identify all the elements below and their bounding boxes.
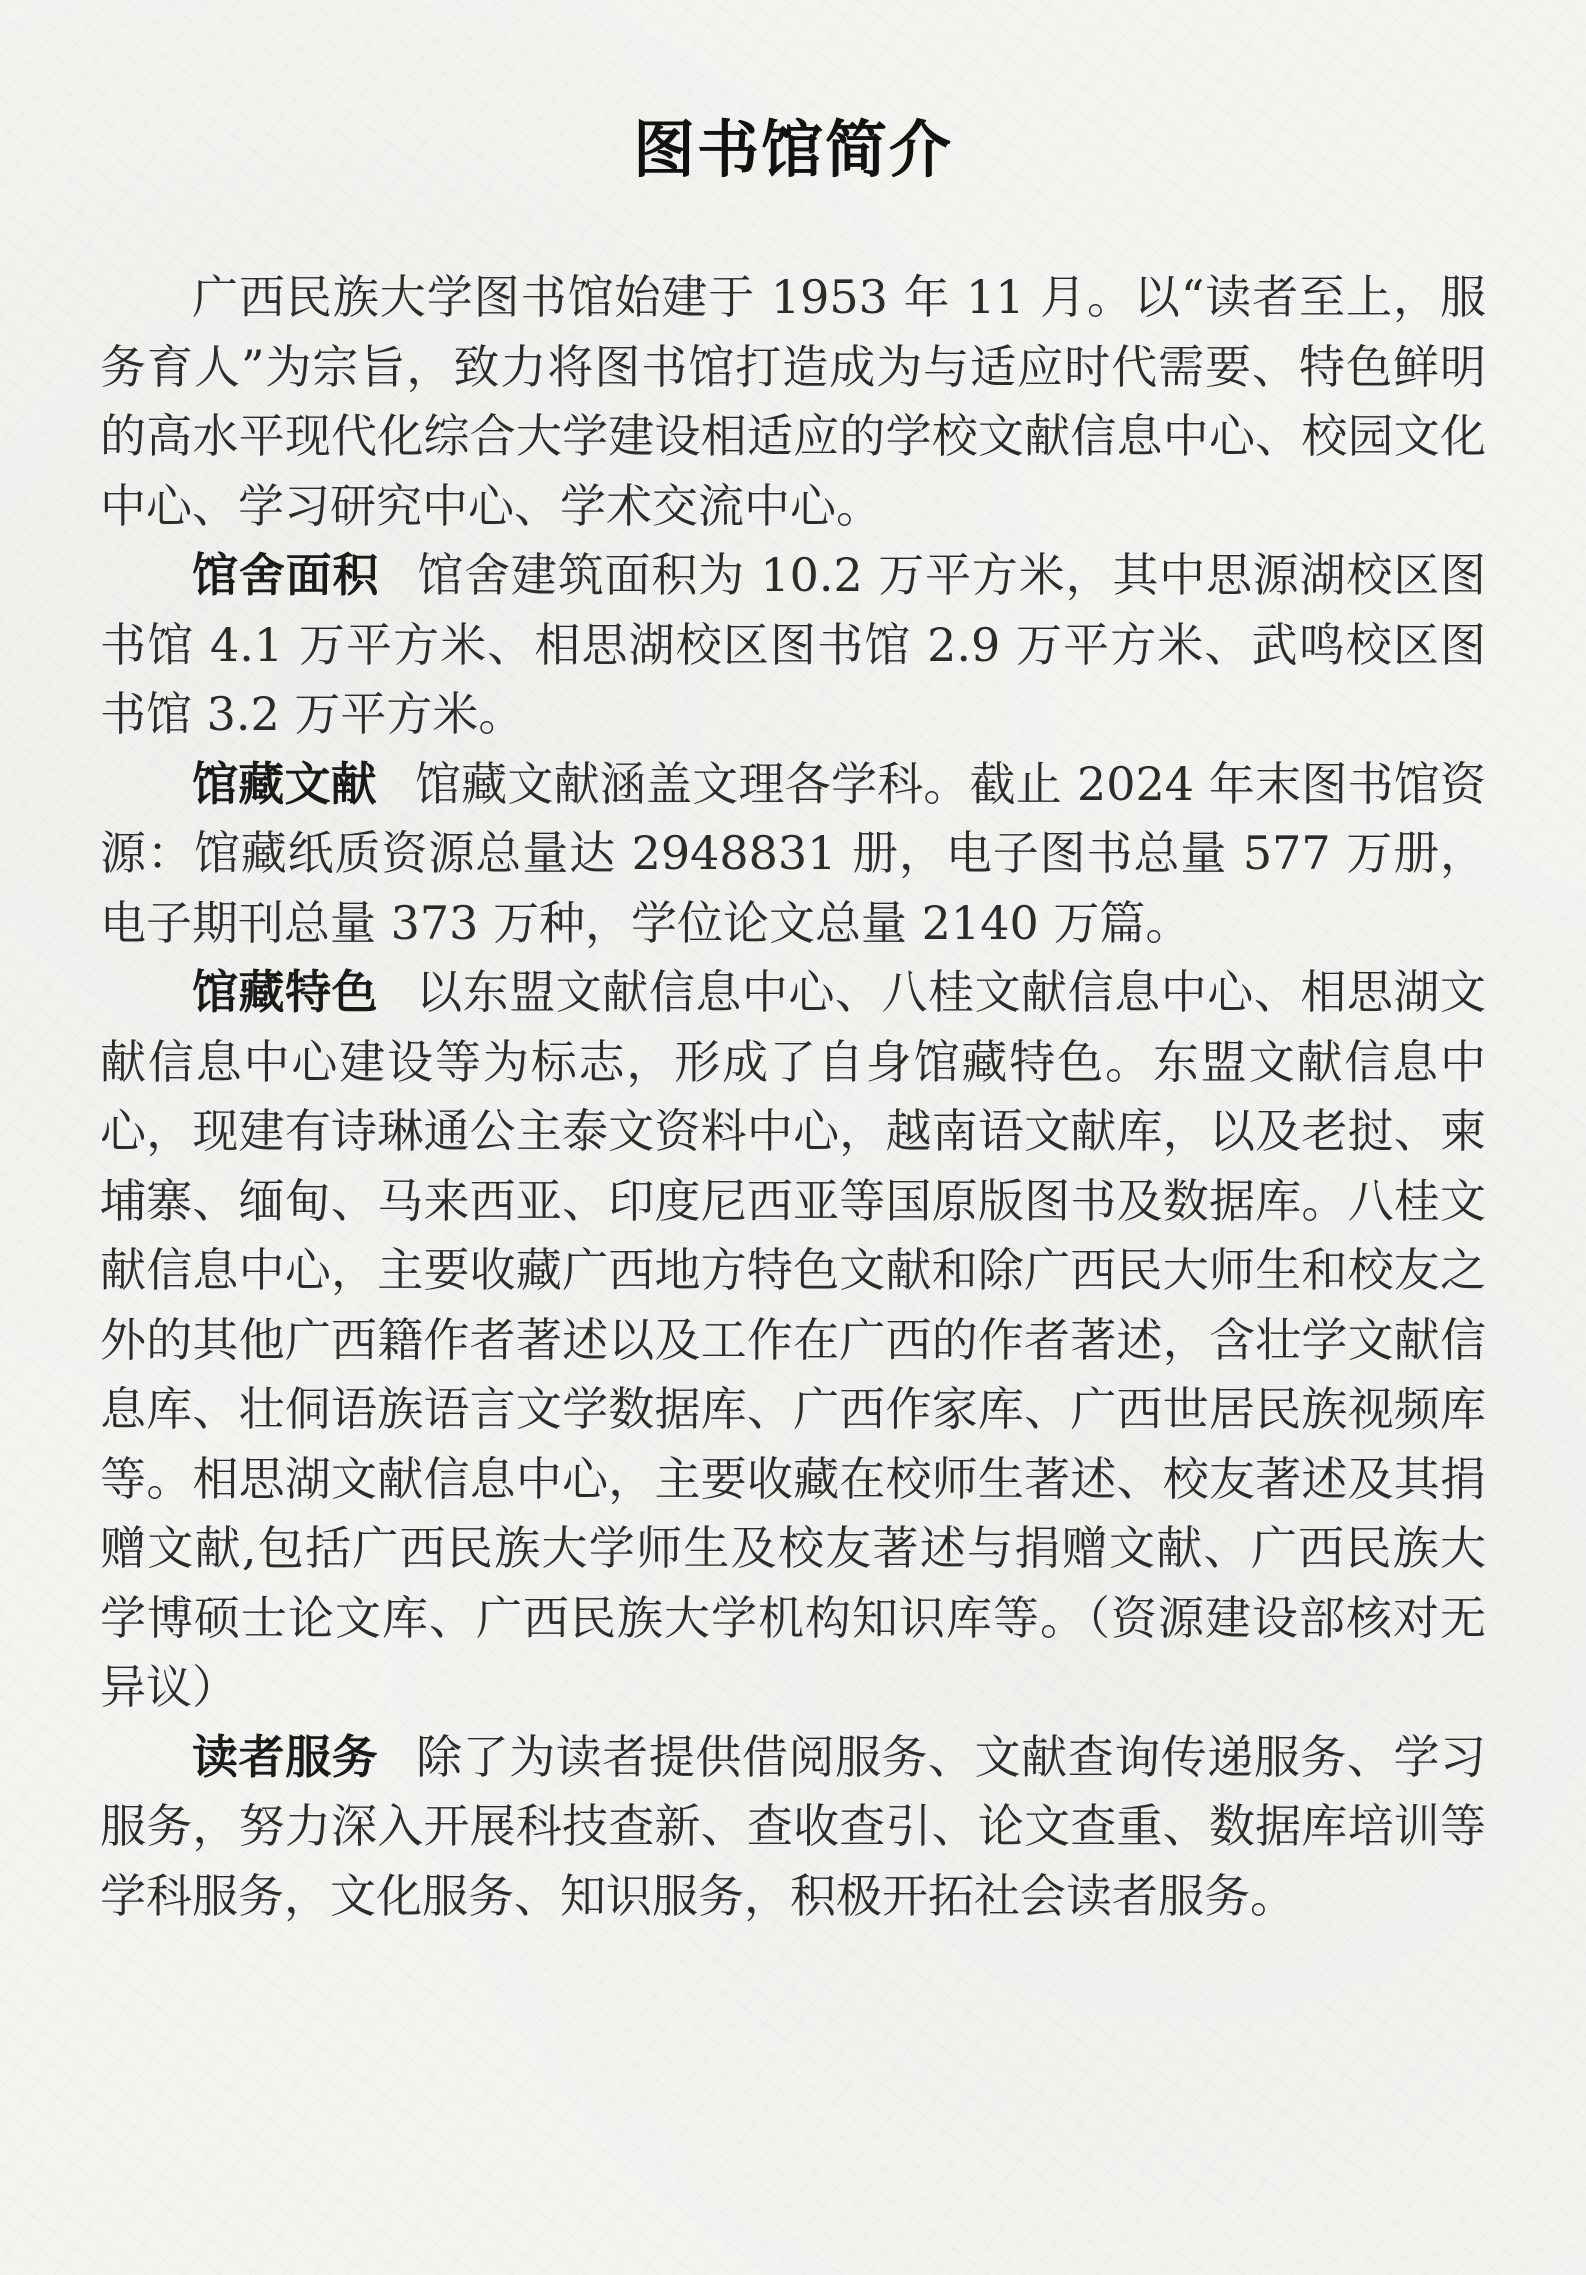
- section-collection-features: [100, 958, 1486, 1723]
- section-collection: [100, 750, 1486, 959]
- section-floor-area: [100, 541, 1486, 750]
- section-text: 以东盟文献信息中心、八桂文献信息中心、相思湖文献信息中心建设等为标志，形成了自身馆藏特色。东盟文献信息中心，现建有诗琳通公主泰文资料中心，越南语文献库，以及老挝、柬埔寨、缅甸、马来西亚、印度尼西亚等国原版图书及数据库。八桂文献信息中心，主要收藏广西地方特色文献和除广西民大师生和校友之外的其他广西籍作者著述以及工作在广西的作者著述，含壮学文献信息库、壮侗语族语言文学数据库、广西作家库、广西世居民族视频库等。相思湖文献信息中心，主要收藏在校师生著述、校友著述及其捐赠文献,包括广西民族大学师生及校友著述与捐赠文献、广西民族大学博硕士论文库、广西民族大学机构知识库等。（资源建设部核对无异议）: [100, 965, 1487, 1714]
- intro-paragraph: 广西民族大学图书馆始建于 1953 年 11 月。以“读者至上，服务育人”为宗旨，致力将图书馆打造成为与适应时代需要、特色鲜明的高水平现代化综合大学建设相适应的学校文献信息中心、校园文化中心、学习研究中心、学术交流中心。: [100, 270, 1486, 533]
- section-heading: 馆舍面积: [192, 548, 380, 602]
- section-text: 馆舍建筑面积为 10.2 万平方米，其中思源湖校区图书馆 4.1 万平方米、相思湖校区图书馆 2.9 万平方米、武鸣校区图书馆 3.2 万平方米。: [100, 548, 1487, 741]
- section-reader-services: [100, 1723, 1486, 1932]
- section-heading: 馆藏文献: [192, 756, 377, 811]
- document-body: [100, 263, 1486, 1931]
- section-heading: 读者服务: [192, 1729, 379, 1784]
- section-text: 除了为读者提供借阅服务、文献查询传递服务、学习服务，努力深入开展科技查新、查收查引、论文查重、数据库培训等学科服务，文化服务、知识服务，积极开拓社会读者服务。: [100, 1729, 1487, 1923]
- page-title: 图书馆简介: [632, 113, 953, 186]
- section-heading: 馆藏特色: [192, 965, 379, 1019]
- section-text: 馆藏文献涵盖文理各学科。截止 2024 年末图书馆资源：馆藏纸质资源总量达 2948831 册，电子图书总量 577 万册，电子期刊总量 373 万种，学位论文总量 2140 万篇。: [100, 756, 1487, 950]
